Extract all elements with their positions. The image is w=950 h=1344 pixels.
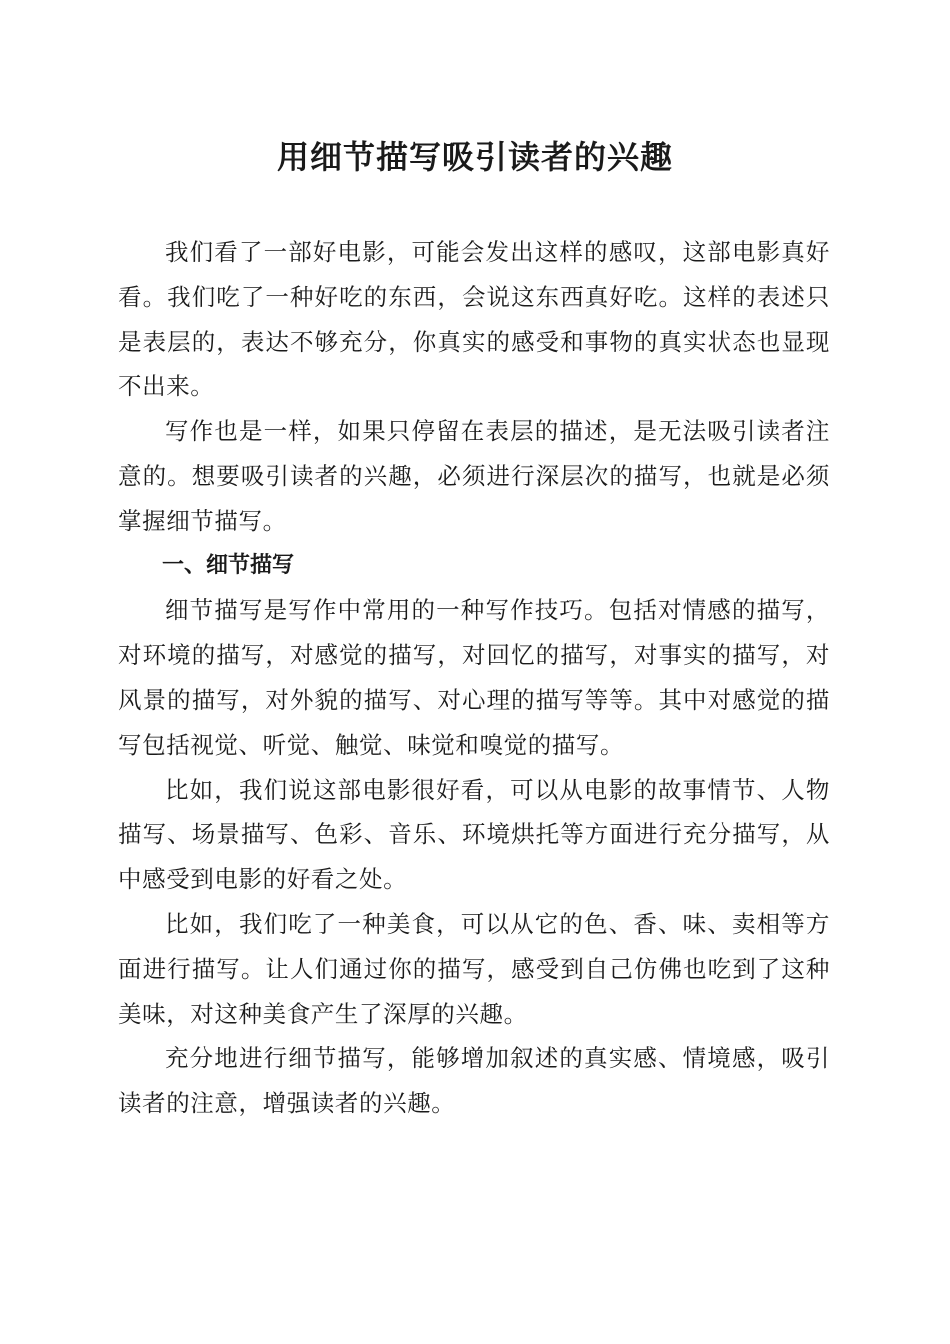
paragraph: 比如，我们说这部电影很好看，可以从电影的故事情节、人物描写、场景描写、色彩、音乐、环境烘托等方面进行充分描写，从中感受到电影的好看之处。	[118, 775, 830, 894]
document-body	[118, 230, 830, 1126]
paragraph: 写作也是一样，如果只停留在表层的描述，是无法吸引读者注意的。想要吸引读者的兴趣，必须进行深层次的描写，也就是必须掌握细节描写。	[118, 417, 830, 535]
paragraph: 比如，我们吃了一种美食，可以从它的色、香、味、卖相等方面进行描写。让人们通过你的描写，感受到自己仿佛也吃到了这种美味，对这种美食产生了深厚的兴趣。	[118, 909, 830, 1028]
paragraph: 我们看了一部好电影，可能会发出这样的感叹，这部电影真好看。我们吃了一种好吃的东西，会说这东西真好吃。这样的表述只是表层的，表达不够充分，你真实的感受和事物的真实状态也显现不出来。	[118, 238, 830, 401]
paragraph: 细节描写是写作中常用的一种写作技巧。包括对情感的描写，对环境的描写，对感觉的描写，对回忆的描写，对事实的描写，对风景的描写，对外貌的描写、对心理的描写等等。其中对感觉的描写包括视觉、听觉、触觉、味觉和嗅觉的描写。	[118, 596, 830, 759]
document-title: 用细节描写吸引读者的兴趣	[276, 138, 673, 176]
section-heading: 一、细节描写	[162, 552, 295, 578]
paragraph: 充分地进行细节描写，能够增加叙述的真实感、情境感，吸引读者的注意，增强读者的兴趣。	[118, 1044, 830, 1118]
